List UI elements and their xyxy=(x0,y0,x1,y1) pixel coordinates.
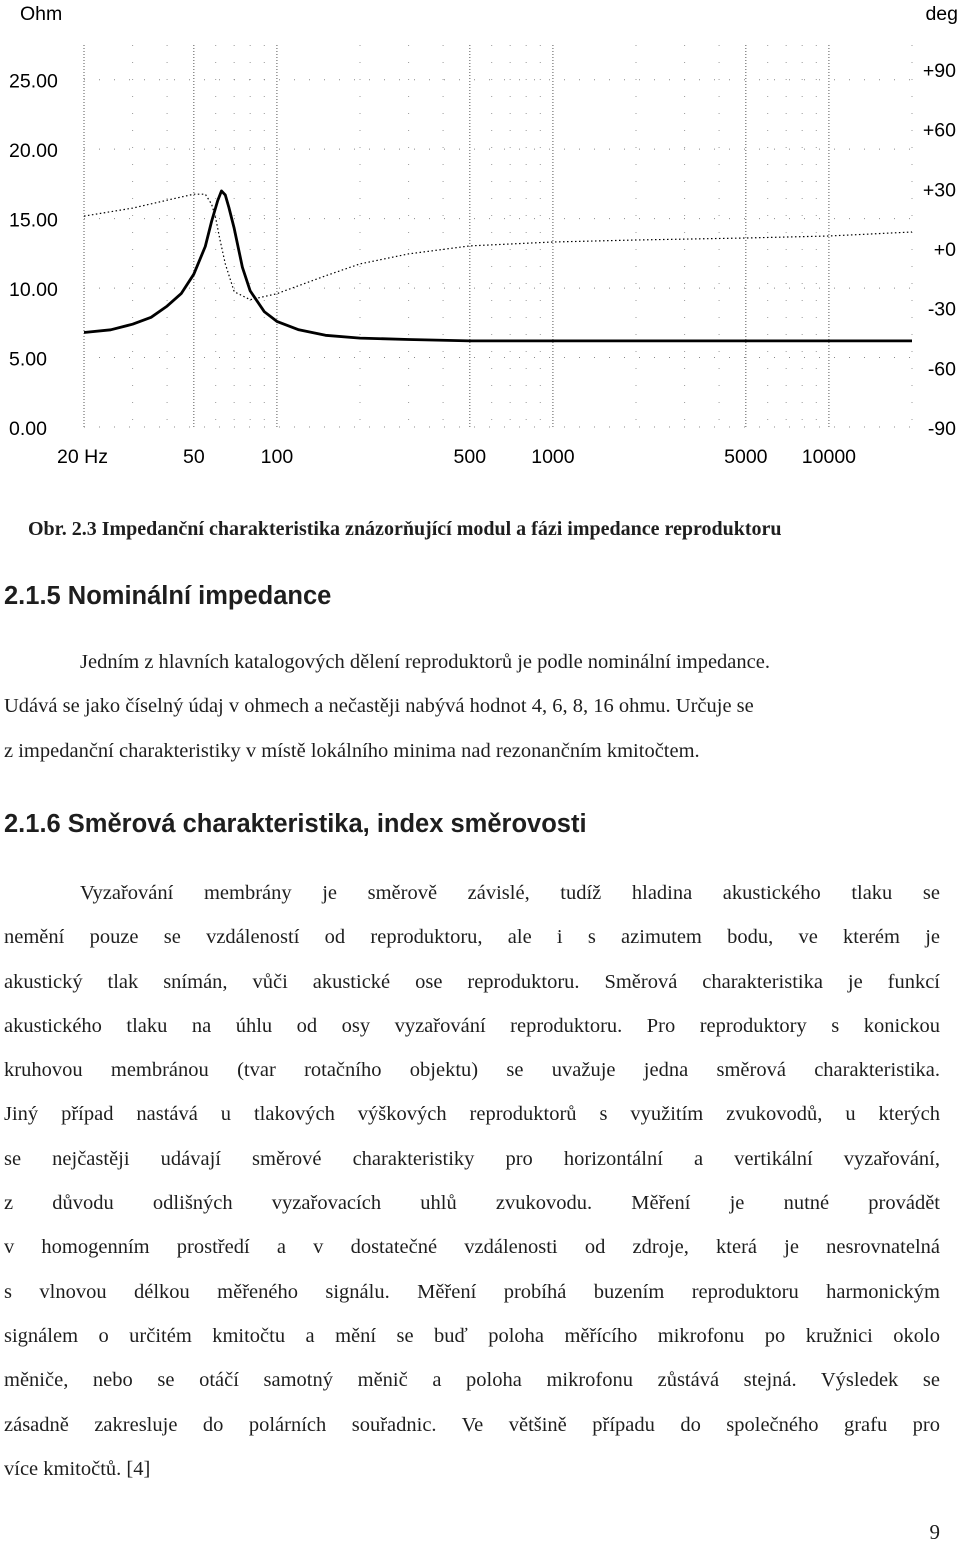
text-line: Jiný případ nastává u tlakových výškových reproduktorů s využitím zvukovodů, u kterých xyxy=(4,1103,940,1126)
x-tick-label: 100 xyxy=(260,446,294,468)
text-line: kruhovou membránou (tvar rotačního objektu) se uvažuje jedna směrová charakteristika. xyxy=(4,1059,940,1082)
y2-tick-label: +30 xyxy=(922,179,956,202)
text-line: z impedanční charakteristiky v místě lokálního minima nad rezonančním kmitočtem. xyxy=(4,739,700,762)
x-tick-label: 10000 xyxy=(801,446,857,468)
figure-caption: Obr. 2.3 Impedanční charakteristika znázorňující modul a fázi impedance reproduktoru xyxy=(28,518,782,540)
text-line: zásadně zakresluje do polárních souřadnic. Ve většině případu do společného grafu pro xyxy=(4,1413,940,1436)
text-line: s vlnovou délkou měřeného signálu. Měření probíhá buzením reproduktoru harmonickým xyxy=(4,1280,940,1303)
section-heading-directivity: 2.1.6 Směrová charakteristika, index směrovosti xyxy=(4,810,587,838)
y-tick-label: 0.00 xyxy=(9,418,47,440)
text-line: akustický tlak snímán, vůči akustické ose reproduktoru. Směrová charakteristika je funkcí xyxy=(4,970,940,993)
y2-tick-label: -60 xyxy=(927,358,956,381)
text-line: měniče, nebo se otáčí samotný měnič a poloha mikrofonu zůstává stejná. Výsledek se xyxy=(4,1369,940,1392)
x-tick-label: 50 xyxy=(182,446,205,468)
left-axis-unit: Ohm xyxy=(20,3,63,25)
phase-curve xyxy=(84,194,912,300)
text-line: Udává se jako číselný údaj v ohmech a nečastěji nabývá hodnot 4, 6, 8, 16 ohmu. Určuje se xyxy=(4,695,754,718)
y2-tick-label: +90 xyxy=(922,59,956,82)
x-tick-label: 5000 xyxy=(724,446,768,468)
y2-tick-label: -30 xyxy=(927,298,956,321)
chart-curves xyxy=(84,191,912,341)
paragraph-nominal-impedance xyxy=(4,640,940,773)
text-line: nemění pouze se vzdáleností od reproduktoru, ale i s azimutem bodu, ve kterém je xyxy=(4,926,940,949)
text-line: více kmitočtů. [4] xyxy=(4,1457,151,1480)
text-line: akustického tlaku na úhlu od osy vyzařování reproduktoru. Pro reproduktory s konickou xyxy=(4,1014,940,1037)
section-heading-nominal-impedance: 2.1.5 Nominální impedance xyxy=(4,582,332,610)
text-line: Jedním z hlavních katalogových dělení reproduktorů je podle nominální impedance. xyxy=(80,651,770,673)
text-line: z důvodu odlišných vyzařovacích uhlů zvukovodu. Měření je nutné provádět xyxy=(4,1192,940,1215)
y2-tick-label: +0 xyxy=(933,238,956,261)
chart-tick-labels xyxy=(9,60,956,468)
y-tick-label: 20.00 xyxy=(9,140,58,163)
paragraph-directivity xyxy=(4,871,940,1491)
y2-tick-label: -90 xyxy=(927,418,956,440)
right-axis-unit: deg xyxy=(925,3,958,25)
x-tick-label: 500 xyxy=(453,446,487,468)
y-tick-label: 5.00 xyxy=(9,348,47,371)
text-line: v homogenním prostředí a v dostatečné vzdálenosti od zdroje, která je nesrovnatelná xyxy=(4,1236,940,1259)
impedance-chart xyxy=(0,0,960,480)
page-number: 9 xyxy=(929,1520,940,1544)
text-line: signálem o určitém kmitočtu a mění se buď poloha měřícího mikrofonu po kružnici okolo xyxy=(4,1324,940,1347)
impedance-curve xyxy=(84,191,912,341)
x-tick-label: 20 Hz xyxy=(57,446,108,468)
y-tick-label: 10.00 xyxy=(9,279,58,302)
y-tick-label: 15.00 xyxy=(9,209,58,232)
y2-tick-label: +60 xyxy=(922,119,956,142)
text-line: Vyzařování membrány je směrově závislé, tudíž hladina akustického tlaku se xyxy=(80,882,940,904)
text-line: se nejčastěji udávají směrové charakteristiky pro horizontální a vertikální vyzařování, xyxy=(4,1147,940,1170)
y-tick-label: 25.00 xyxy=(9,70,58,93)
x-tick-label: 1000 xyxy=(531,446,575,468)
